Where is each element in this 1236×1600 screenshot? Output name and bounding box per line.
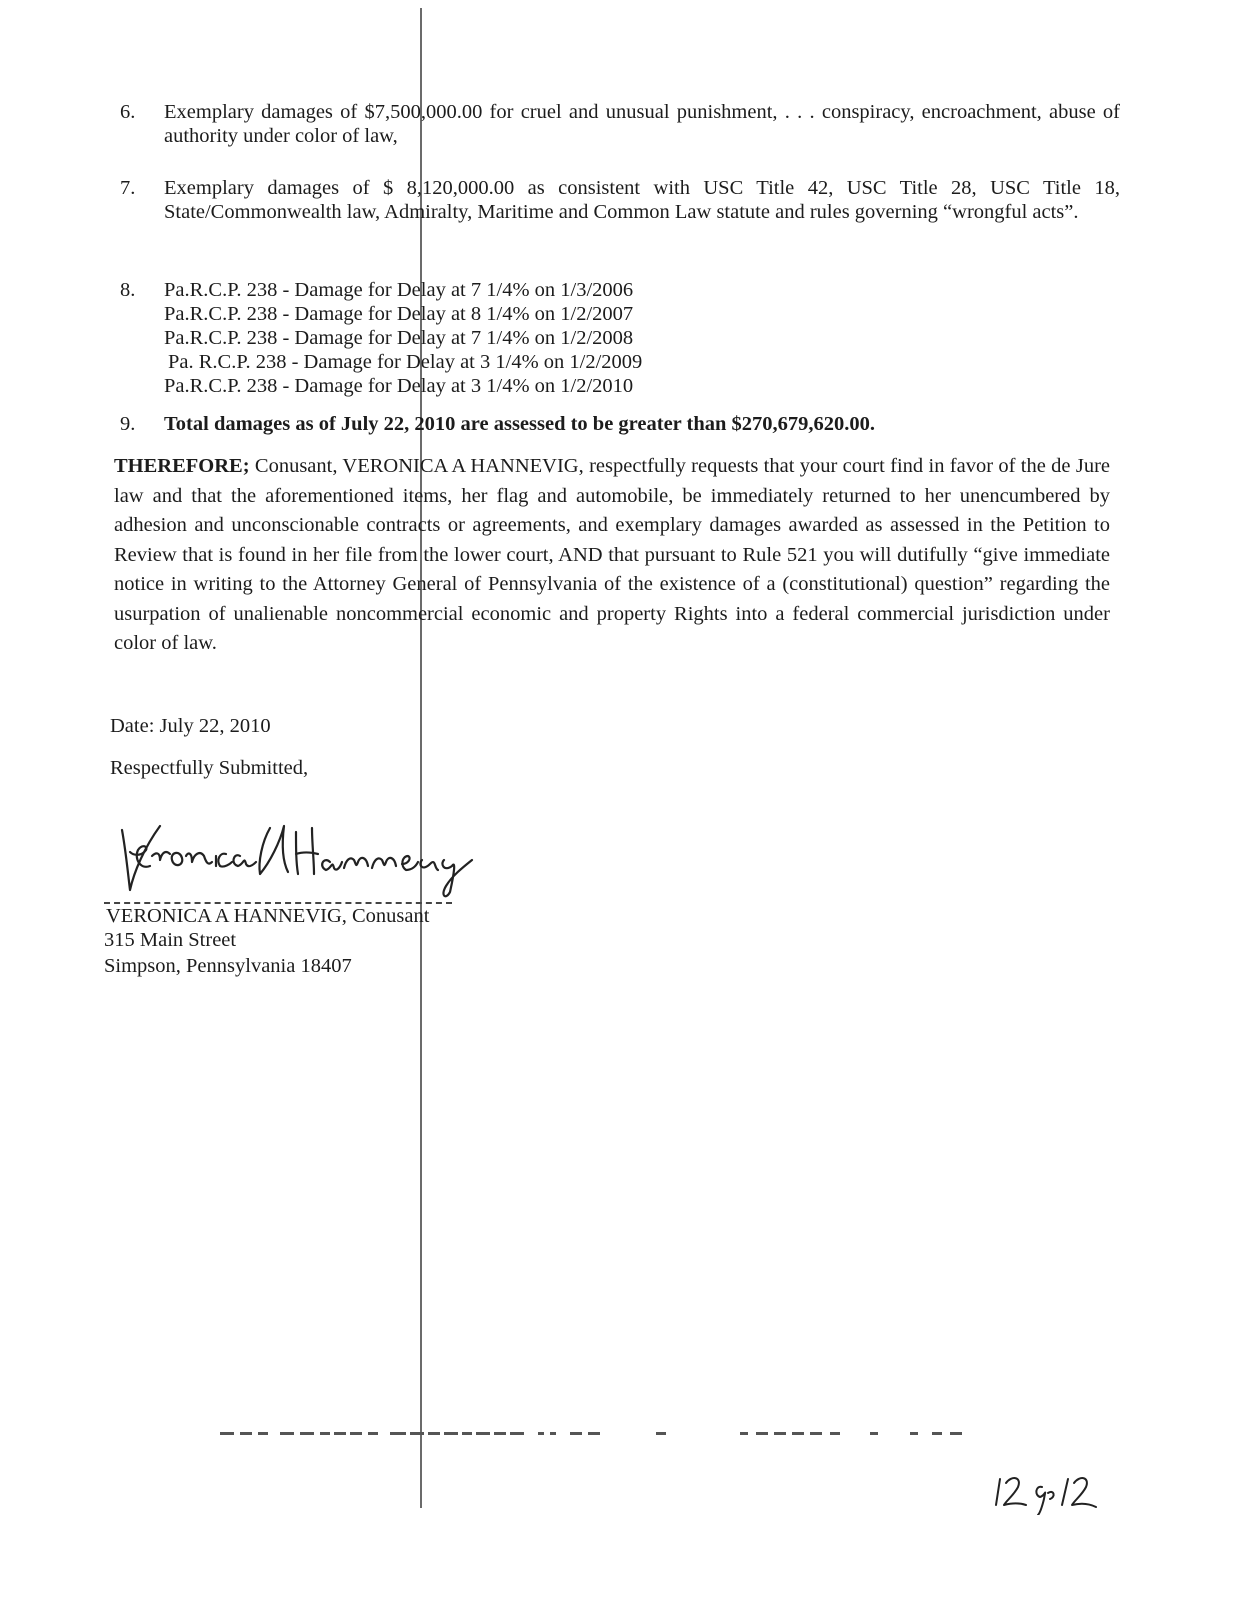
scan-fold-line	[420, 8, 422, 1508]
item-text: Exemplary damages of $ 8,120,000.00 as consistent with USC Title 42, USC Title 28, USC Title 18, State/Commonwealth law, Admiralty, Maritime and Common Law statute and rules governing “wrongful acts”.	[164, 177, 1120, 223]
item-text: Exemplary damages of $7,500,000.00 for cruel and unusual punishment, . . . conspiracy, encroachment, abuse of authority under color of law,	[164, 101, 1120, 147]
therefore-lead: THEREFORE;	[114, 455, 250, 477]
signer-address-city: Simpson, Pennsylvania 18407	[104, 955, 352, 977]
item-number: 7.	[120, 177, 136, 199]
signer-address-street: 315 Main Street	[104, 929, 237, 951]
delay-line: Pa.R.C.P. 238 - Damage for Delay at 8 1/4% on 1/2/2007	[164, 303, 634, 325]
delay-line: Pa.R.C.P. 238 - Damage for Delay at 7 1/4% on 1/2/2008	[164, 327, 634, 349]
delay-line: Pa.R.C.P. 238 - Damage for Delay at 3 1/4% on 1/2/2010	[164, 375, 634, 397]
delay-list	[164, 278, 1120, 398]
closing-line: Respectfully Submitted,	[110, 757, 309, 779]
item-number: 9.	[120, 413, 136, 435]
item-number: 6.	[120, 101, 136, 123]
handwritten-signature	[100, 812, 480, 902]
signer-name: VERONICA A HANNEVIG, Conusant	[106, 905, 430, 927]
item-number: 8.	[120, 279, 136, 301]
cut-off-footer-text	[220, 1430, 970, 1438]
therefore-text: Conusant, VERONICA A HANNEVIG, respectfully requests that your court find in favor of the de Jure law and that the aforementioned items, her flag and automobile, be immediately returned to her unencumbered by adhesion and unconscionable contracts or agreements, and exemplary damages awarded as assessed in the Petition to Review that is found in her file from the lower court, AND that pursuant to Rule 521 you will dutifully “give immediate notice in writing to the Attorney General of Pennsylvania of the existence of a (constitutional) question” regarding the usurpation of unalienable noncommercial economic and property Rights into a federal commercial jurisdiction under color of law.	[114, 455, 1111, 654]
total-damages-text: Total damages as of July 22, 2010 are assessed to be greater than $270,679,620.00.	[164, 413, 876, 435]
delay-line: Pa. R.C.P. 238 - Damage for Delay at 3 1/4% on 1/2/2009	[168, 351, 643, 373]
handwritten-page-number	[990, 1465, 1110, 1515]
date-line: Date: July 22, 2010	[110, 715, 271, 737]
delay-line: Pa.R.C.P. 238 - Damage for Delay at 7 1/4% on 1/3/2006	[164, 279, 634, 301]
therefore-paragraph	[114, 452, 1110, 659]
